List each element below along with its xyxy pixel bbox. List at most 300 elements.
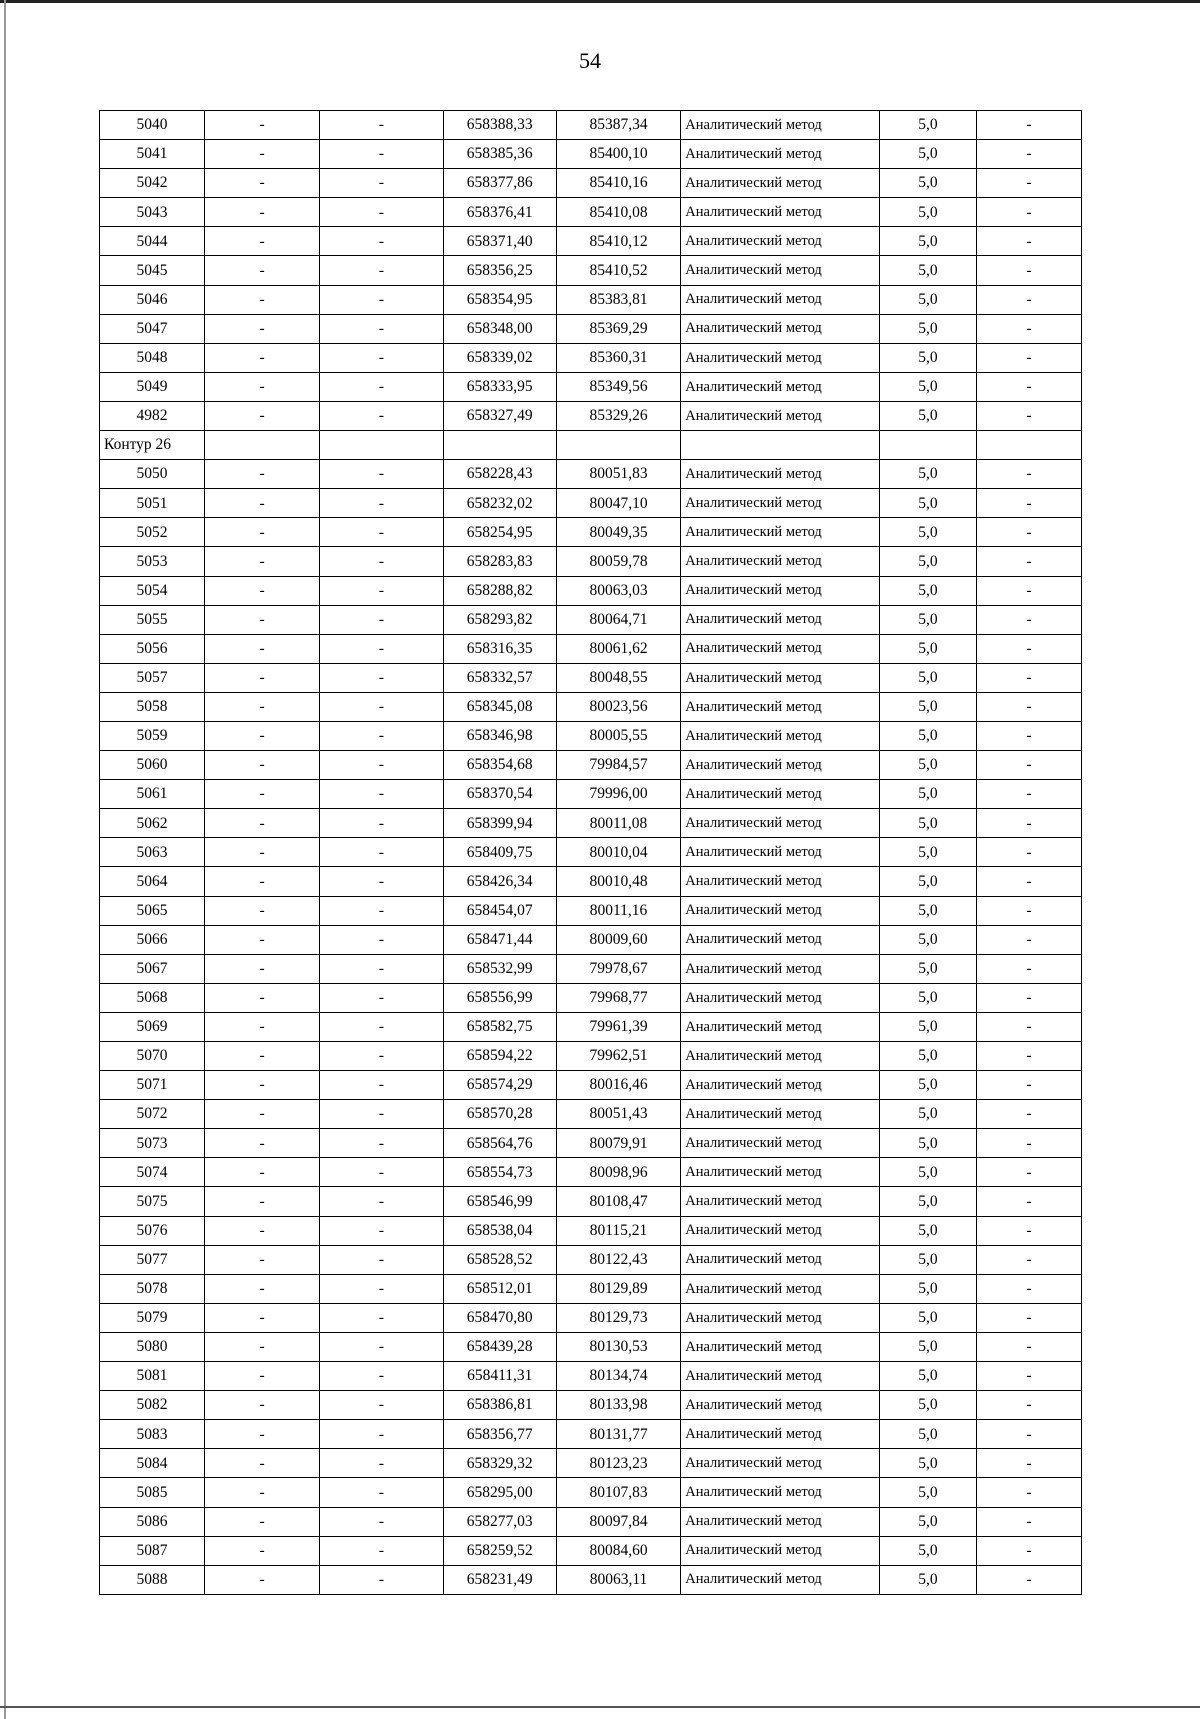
method-cell: Аналитический метод (681, 1100, 880, 1129)
dash-cell: - (320, 1245, 443, 1274)
dash-cell: - (976, 838, 1081, 867)
method-cell: Аналитический метод (681, 663, 880, 692)
point-number-cell: 5082 (100, 1391, 205, 1420)
table-row (100, 1245, 1082, 1274)
dash-cell: - (205, 1391, 320, 1420)
table-row (100, 1187, 1082, 1216)
y-coordinate-cell: 80079,91 (556, 1129, 680, 1158)
empty-cell (205, 431, 320, 460)
dash-cell: - (205, 111, 320, 140)
dash-cell: - (205, 1420, 320, 1449)
dash-cell: - (205, 605, 320, 634)
x-coordinate-cell: 658528,52 (443, 1245, 556, 1274)
point-number-cell: 5057 (100, 663, 205, 692)
accuracy-cell: 5,0 (880, 1565, 977, 1594)
bottom-scan-edge (0, 1706, 1200, 1708)
y-coordinate-cell: 85369,29 (556, 314, 680, 343)
dash-cell: - (976, 896, 1081, 925)
point-number-cell: 5043 (100, 198, 205, 227)
accuracy-cell: 5,0 (880, 198, 977, 227)
dash-cell: - (976, 780, 1081, 809)
table-row (100, 1012, 1082, 1041)
x-coordinate-cell: 658532,99 (443, 954, 556, 983)
dash-cell: - (320, 1449, 443, 1478)
method-cell: Аналитический метод (681, 227, 880, 256)
y-coordinate-cell: 80016,46 (556, 1071, 680, 1100)
method-cell: Аналитический метод (681, 1042, 880, 1071)
x-coordinate-cell: 658512,01 (443, 1274, 556, 1303)
dash-cell: - (320, 489, 443, 518)
dash-cell: - (976, 314, 1081, 343)
y-coordinate-cell: 85349,56 (556, 372, 680, 401)
point-number-cell: 5059 (100, 721, 205, 750)
y-coordinate-cell: 80009,60 (556, 925, 680, 954)
table-row (100, 1129, 1082, 1158)
y-coordinate-cell: 80023,56 (556, 692, 680, 721)
table-row (100, 925, 1082, 954)
y-coordinate-cell: 80010,48 (556, 867, 680, 896)
point-number-cell: 5055 (100, 605, 205, 634)
accuracy-cell: 5,0 (880, 111, 977, 140)
y-coordinate-cell: 80049,35 (556, 518, 680, 547)
y-coordinate-cell: 80108,47 (556, 1187, 680, 1216)
x-coordinate-cell: 658329,32 (443, 1449, 556, 1478)
point-number-cell: 5076 (100, 1216, 205, 1245)
dash-cell: - (320, 1042, 443, 1071)
method-cell: Аналитический метод (681, 1129, 880, 1158)
method-cell: Аналитический метод (681, 751, 880, 780)
accuracy-cell: 5,0 (880, 751, 977, 780)
method-cell: Аналитический метод (681, 489, 880, 518)
dash-cell: - (205, 547, 320, 576)
x-coordinate-cell: 658332,57 (443, 663, 556, 692)
x-coordinate-cell: 658439,28 (443, 1332, 556, 1361)
accuracy-cell: 5,0 (880, 663, 977, 692)
x-coordinate-cell: 658388,33 (443, 111, 556, 140)
accuracy-cell: 5,0 (880, 140, 977, 169)
method-cell: Аналитический метод (681, 111, 880, 140)
dash-cell: - (320, 169, 443, 198)
point-number-cell: 5079 (100, 1303, 205, 1332)
dash-cell: - (320, 1332, 443, 1361)
table-row (100, 1274, 1082, 1303)
point-number-cell: 5073 (100, 1129, 205, 1158)
method-cell: Аналитический метод (681, 780, 880, 809)
dash-cell: - (205, 1129, 320, 1158)
y-coordinate-cell: 80063,03 (556, 576, 680, 605)
table-row (100, 314, 1082, 343)
table-row (100, 663, 1082, 692)
accuracy-cell: 5,0 (880, 285, 977, 314)
accuracy-cell: 5,0 (880, 1362, 977, 1391)
accuracy-cell: 5,0 (880, 489, 977, 518)
method-cell: Аналитический метод (681, 1420, 880, 1449)
table-row (100, 1478, 1082, 1507)
point-number-cell: 5058 (100, 692, 205, 721)
point-number-cell: 5051 (100, 489, 205, 518)
dash-cell: - (320, 925, 443, 954)
dash-cell: - (205, 1565, 320, 1594)
table-row (100, 1158, 1082, 1187)
x-coordinate-cell: 658582,75 (443, 1012, 556, 1041)
table-row (100, 401, 1082, 430)
accuracy-cell: 5,0 (880, 721, 977, 750)
x-coordinate-cell: 658339,02 (443, 343, 556, 372)
point-number-cell: 5047 (100, 314, 205, 343)
x-coordinate-cell: 658345,08 (443, 692, 556, 721)
dash-cell: - (976, 809, 1081, 838)
table-row (100, 1332, 1082, 1361)
top-scan-edge (0, 0, 1200, 3)
method-cell: Аналитический метод (681, 605, 880, 634)
point-number-cell: 5041 (100, 140, 205, 169)
accuracy-cell: 5,0 (880, 1420, 977, 1449)
point-number-cell: 5085 (100, 1478, 205, 1507)
accuracy-cell: 5,0 (880, 1332, 977, 1361)
method-cell: Аналитический метод (681, 896, 880, 925)
table-row (100, 634, 1082, 663)
accuracy-cell: 5,0 (880, 954, 977, 983)
point-number-cell: 5070 (100, 1042, 205, 1071)
table-body (100, 111, 1082, 1595)
table-row (100, 1507, 1082, 1536)
point-number-cell: 5044 (100, 227, 205, 256)
method-cell: Аналитический метод (681, 925, 880, 954)
y-coordinate-cell: 79996,00 (556, 780, 680, 809)
page-number: 54 (579, 48, 601, 73)
point-number-cell: 5063 (100, 838, 205, 867)
method-cell: Аналитический метод (681, 401, 880, 430)
x-coordinate-cell: 658399,94 (443, 809, 556, 838)
dash-cell: - (320, 1274, 443, 1303)
dash-cell: - (320, 1478, 443, 1507)
x-coordinate-cell: 658348,00 (443, 314, 556, 343)
x-coordinate-cell: 658288,82 (443, 576, 556, 605)
dash-cell: - (205, 169, 320, 198)
dash-cell: - (205, 1362, 320, 1391)
y-coordinate-cell: 79968,77 (556, 983, 680, 1012)
point-number-cell: 5071 (100, 1071, 205, 1100)
x-coordinate-cell: 658538,04 (443, 1216, 556, 1245)
point-number-cell: 5080 (100, 1332, 205, 1361)
x-coordinate-cell: 658594,22 (443, 1042, 556, 1071)
y-coordinate-cell: 80051,83 (556, 460, 680, 489)
y-coordinate-cell: 80051,43 (556, 1100, 680, 1129)
empty-cell (556, 431, 680, 460)
accuracy-cell: 5,0 (880, 1042, 977, 1071)
table-row (100, 1100, 1082, 1129)
accuracy-cell: 5,0 (880, 634, 977, 663)
accuracy-cell: 5,0 (880, 460, 977, 489)
accuracy-cell: 5,0 (880, 1129, 977, 1158)
dash-cell: - (976, 1536, 1081, 1565)
dash-cell: - (320, 1187, 443, 1216)
dash-cell: - (205, 372, 320, 401)
dash-cell: - (205, 1274, 320, 1303)
accuracy-cell: 5,0 (880, 576, 977, 605)
method-cell: Аналитический метод (681, 285, 880, 314)
dash-cell: - (976, 489, 1081, 518)
accuracy-cell: 5,0 (880, 1274, 977, 1303)
table-row (100, 460, 1082, 489)
dash-cell: - (320, 838, 443, 867)
dash-cell: - (205, 780, 320, 809)
dash-cell: - (205, 198, 320, 227)
contour-label: Контур 26 (100, 431, 205, 460)
dash-cell: - (320, 227, 443, 256)
x-coordinate-cell: 658554,73 (443, 1158, 556, 1187)
point-number-cell: 5048 (100, 343, 205, 372)
dash-cell: - (205, 1158, 320, 1187)
accuracy-cell: 5,0 (880, 1100, 977, 1129)
table-row (100, 780, 1082, 809)
x-coordinate-cell: 658471,44 (443, 925, 556, 954)
dash-cell: - (976, 343, 1081, 372)
dash-cell: - (320, 111, 443, 140)
method-cell: Аналитический метод (681, 576, 880, 605)
dash-cell: - (976, 256, 1081, 285)
y-coordinate-cell: 80123,23 (556, 1449, 680, 1478)
point-number-cell: 5072 (100, 1100, 205, 1129)
accuracy-cell: 5,0 (880, 605, 977, 634)
y-coordinate-cell: 79962,51 (556, 1042, 680, 1071)
table-row (100, 1449, 1082, 1478)
table-row (100, 1071, 1082, 1100)
dash-cell: - (320, 1071, 443, 1100)
accuracy-cell: 5,0 (880, 1449, 977, 1478)
dash-cell: - (976, 460, 1081, 489)
x-coordinate-cell: 658376,41 (443, 198, 556, 227)
dash-cell: - (320, 867, 443, 896)
dash-cell: - (320, 285, 443, 314)
accuracy-cell: 5,0 (880, 1507, 977, 1536)
dash-cell: - (976, 1071, 1081, 1100)
dash-cell: - (205, 663, 320, 692)
method-cell: Аналитический метод (681, 140, 880, 169)
dash-cell: - (205, 809, 320, 838)
dash-cell: - (976, 518, 1081, 547)
dash-cell: - (205, 1071, 320, 1100)
x-coordinate-cell: 658277,03 (443, 1507, 556, 1536)
x-coordinate-cell: 658228,43 (443, 460, 556, 489)
dash-cell: - (320, 1536, 443, 1565)
dash-cell: - (320, 372, 443, 401)
y-coordinate-cell: 80011,08 (556, 809, 680, 838)
dash-cell: - (320, 1565, 443, 1594)
point-number-cell: 5060 (100, 751, 205, 780)
method-cell: Аналитический метод (681, 809, 880, 838)
dash-cell: - (205, 227, 320, 256)
point-number-cell: 5084 (100, 1449, 205, 1478)
point-number-cell: 5052 (100, 518, 205, 547)
accuracy-cell: 5,0 (880, 343, 977, 372)
dash-cell: - (976, 227, 1081, 256)
point-number-cell: 5078 (100, 1274, 205, 1303)
dash-cell: - (320, 896, 443, 925)
dash-cell: - (976, 1042, 1081, 1071)
dash-cell: - (976, 721, 1081, 750)
method-cell: Аналитический метод (681, 838, 880, 867)
x-coordinate-cell: 658295,00 (443, 1478, 556, 1507)
y-coordinate-cell: 80131,77 (556, 1420, 680, 1449)
method-cell: Аналитический метод (681, 1187, 880, 1216)
table-row (100, 140, 1082, 169)
empty-cell (681, 431, 880, 460)
contour-header-row (100, 431, 1082, 460)
y-coordinate-cell: 80010,04 (556, 838, 680, 867)
dash-cell: - (976, 867, 1081, 896)
accuracy-cell: 5,0 (880, 169, 977, 198)
table-row (100, 896, 1082, 925)
table-row (100, 198, 1082, 227)
table-row (100, 721, 1082, 750)
dash-cell: - (205, 867, 320, 896)
method-cell: Аналитический метод (681, 1332, 880, 1361)
dash-cell: - (320, 198, 443, 227)
dash-cell: - (976, 751, 1081, 780)
dash-cell: - (976, 372, 1081, 401)
dash-cell: - (205, 1012, 320, 1041)
method-cell: Аналитический метод (681, 1536, 880, 1565)
accuracy-cell: 5,0 (880, 838, 977, 867)
empty-cell (976, 431, 1081, 460)
accuracy-cell: 5,0 (880, 896, 977, 925)
dash-cell: - (205, 925, 320, 954)
left-scan-edge (4, 0, 6, 1719)
dash-cell: - (976, 285, 1081, 314)
x-coordinate-cell: 658370,54 (443, 780, 556, 809)
y-coordinate-cell: 80129,73 (556, 1303, 680, 1332)
point-number-cell: 5081 (100, 1362, 205, 1391)
dash-cell: - (320, 1216, 443, 1245)
dash-cell: - (320, 343, 443, 372)
table-row (100, 983, 1082, 1012)
point-number-cell: 5054 (100, 576, 205, 605)
point-number-cell: 5075 (100, 1187, 205, 1216)
dash-cell: - (976, 547, 1081, 576)
dash-cell: - (320, 954, 443, 983)
dash-cell: - (320, 1362, 443, 1391)
dash-cell: - (320, 1303, 443, 1332)
x-coordinate-cell: 658574,29 (443, 1071, 556, 1100)
dash-cell: - (205, 1507, 320, 1536)
dash-cell: - (205, 1245, 320, 1274)
point-number-cell: 5061 (100, 780, 205, 809)
table-row (100, 1042, 1082, 1071)
dash-cell: - (205, 256, 320, 285)
dash-cell: - (320, 1158, 443, 1187)
dash-cell: - (320, 547, 443, 576)
dash-cell: - (205, 460, 320, 489)
table-row (100, 285, 1082, 314)
dash-cell: - (320, 576, 443, 605)
dash-cell: - (205, 489, 320, 518)
x-coordinate-cell: 658354,95 (443, 285, 556, 314)
coordinates-table (99, 110, 1082, 1595)
point-number-cell: 5062 (100, 809, 205, 838)
x-coordinate-cell: 658409,75 (443, 838, 556, 867)
table-row (100, 227, 1082, 256)
table-row (100, 954, 1082, 983)
accuracy-cell: 5,0 (880, 1303, 977, 1332)
dash-cell: - (976, 1565, 1081, 1594)
table-row (100, 518, 1082, 547)
method-cell: Аналитический метод (681, 1012, 880, 1041)
dash-cell: - (976, 1274, 1081, 1303)
point-number-cell: 5064 (100, 867, 205, 896)
y-coordinate-cell: 80063,11 (556, 1565, 680, 1594)
x-coordinate-cell: 658259,52 (443, 1536, 556, 1565)
dash-cell: - (205, 1478, 320, 1507)
dash-cell: - (976, 198, 1081, 227)
dash-cell: - (320, 1012, 443, 1041)
dash-cell: - (205, 576, 320, 605)
point-number-cell: 5068 (100, 983, 205, 1012)
dash-cell: - (205, 634, 320, 663)
x-coordinate-cell: 658333,95 (443, 372, 556, 401)
dash-cell: - (205, 1449, 320, 1478)
table-row (100, 1362, 1082, 1391)
y-coordinate-cell: 80134,74 (556, 1362, 680, 1391)
table-row (100, 1420, 1082, 1449)
dash-cell: - (320, 721, 443, 750)
x-coordinate-cell: 658546,99 (443, 1187, 556, 1216)
dash-cell: - (320, 1129, 443, 1158)
x-coordinate-cell: 658564,76 (443, 1129, 556, 1158)
x-coordinate-cell: 658283,83 (443, 547, 556, 576)
dash-cell: - (976, 1478, 1081, 1507)
y-coordinate-cell: 85410,12 (556, 227, 680, 256)
y-coordinate-cell: 85329,26 (556, 401, 680, 430)
x-coordinate-cell: 658426,34 (443, 867, 556, 896)
x-coordinate-cell: 658356,25 (443, 256, 556, 285)
x-coordinate-cell: 658232,02 (443, 489, 556, 518)
dash-cell: - (976, 1216, 1081, 1245)
table-row (100, 838, 1082, 867)
method-cell: Аналитический метод (681, 1158, 880, 1187)
dash-cell: - (320, 1420, 443, 1449)
accuracy-cell: 5,0 (880, 518, 977, 547)
y-coordinate-cell: 85410,16 (556, 169, 680, 198)
method-cell: Аналитический метод (681, 954, 880, 983)
dash-cell: - (976, 605, 1081, 634)
dash-cell: - (205, 1332, 320, 1361)
x-coordinate-cell: 658354,68 (443, 751, 556, 780)
method-cell: Аналитический метод (681, 547, 880, 576)
table-row (100, 547, 1082, 576)
dash-cell: - (320, 401, 443, 430)
dash-cell: - (320, 634, 443, 663)
point-number-cell: 5087 (100, 1536, 205, 1565)
method-cell: Аналитический метод (681, 983, 880, 1012)
table-row (100, 372, 1082, 401)
dash-cell: - (205, 401, 320, 430)
table-row (100, 256, 1082, 285)
point-number-cell: 5088 (100, 1565, 205, 1594)
accuracy-cell: 5,0 (880, 867, 977, 896)
method-cell: Аналитический метод (681, 1245, 880, 1274)
dash-cell: - (320, 1391, 443, 1420)
point-number-cell: 5050 (100, 460, 205, 489)
method-cell: Аналитический метод (681, 343, 880, 372)
dash-cell: - (205, 983, 320, 1012)
y-coordinate-cell: 79978,67 (556, 954, 680, 983)
accuracy-cell: 5,0 (880, 372, 977, 401)
accuracy-cell: 5,0 (880, 401, 977, 430)
y-coordinate-cell: 85383,81 (556, 285, 680, 314)
dash-cell: - (320, 983, 443, 1012)
y-coordinate-cell: 80048,55 (556, 663, 680, 692)
